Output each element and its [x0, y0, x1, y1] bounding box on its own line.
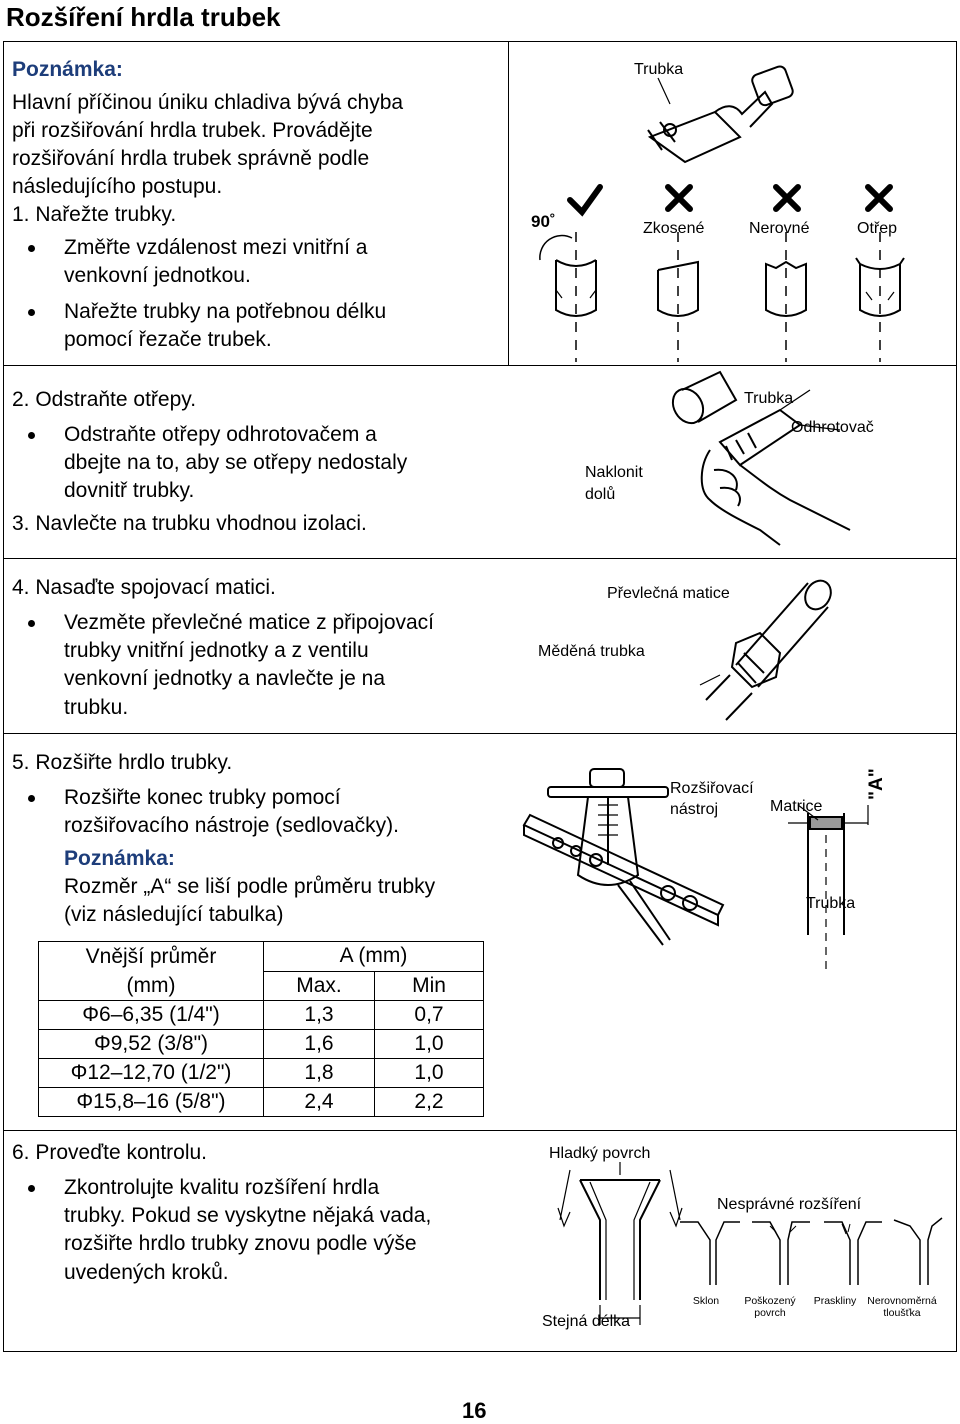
label-cracks: Praskliny: [813, 1295, 857, 1307]
table-cell-min: 1,0: [375, 1059, 484, 1088]
note-heading: Poznámka:: [64, 847, 175, 870]
bullet-text: rozšiřte hrdlo trubky znovu podle výše: [64, 1232, 417, 1256]
bullet-text: Nařežte trubky na potřebnou délku: [64, 300, 387, 323]
label-tilt-line: dolů: [585, 486, 616, 503]
table-cell-max: 1,6: [264, 1030, 375, 1059]
bullet-text: Rozšiřte konec trubky pomocí: [64, 786, 341, 809]
table-cell-min: 1,0: [375, 1030, 484, 1059]
bullet-text: Odstraňte otřepy odhrotovačem a: [64, 423, 377, 446]
bullet-item: [28, 609, 508, 722]
bullet-text: pomocí řezače trubek.: [64, 328, 272, 352]
label-tilt: [585, 462, 643, 506]
bullet-item: [28, 234, 488, 290]
note-heading: Poznámka:: [12, 58, 123, 81]
label-uneven: Nerovné: [749, 220, 810, 237]
header-line: (mm): [126, 974, 176, 997]
bullet-text: dovnitř trubky.: [64, 479, 195, 503]
divider: [3, 1130, 957, 1131]
label-tilt: Sklon: [692, 1295, 720, 1307]
bullet-text: Zkontrolujte kvalitu rozšíření hrdla: [64, 1176, 380, 1199]
header-line: Vnější průměr: [85, 945, 217, 968]
bullet-item: [28, 298, 488, 354]
step-heading: 5. Rozšiřte hrdlo trubky.: [12, 751, 233, 774]
step-heading: 4. Nasaďte spojovací matici.: [12, 576, 276, 599]
label-tube: Trubka: [634, 61, 684, 78]
bullet-text: venkovní jednotky a navlečte je na: [64, 667, 386, 691]
table-cell-max: 2,4: [264, 1088, 375, 1117]
table-cell-diameter: Φ15,8–16 (5/8"): [39, 1088, 264, 1117]
divider-vertical: [508, 41, 509, 365]
label-uneven-thickness-line: tloušťka: [883, 1307, 921, 1319]
note-line: Rozměr „A“ se liší podle průměru trubky: [64, 875, 436, 898]
divider: [3, 733, 957, 734]
label-deburrer: Odhrotovač: [791, 419, 874, 436]
bullet-text: Vezměte převlečné matice z připojovací: [64, 611, 435, 634]
label-angle: 90˚: [531, 212, 556, 231]
step-heading: 2. Odstraňte otřepy.: [12, 388, 197, 411]
table-cell-max: 1,3: [264, 1001, 375, 1030]
bullet-item: [28, 421, 508, 506]
table-row: [39, 1059, 484, 1088]
flare-dimension-table: [38, 941, 484, 1117]
table-header-max: Max.: [264, 971, 375, 1001]
table-cell-min: 0,7: [375, 1001, 484, 1030]
label-tool-line: Rozšiřovací: [670, 780, 754, 797]
label-die: Matrice: [770, 798, 823, 815]
table-header-diameter: [39, 942, 264, 1001]
table-cell-diameter: Φ6–6,35 (1/4"): [39, 1001, 264, 1030]
bullet-text: trubku.: [64, 695, 129, 719]
divider: [3, 365, 957, 366]
bullet-text: Změřte vzdálenost mezi vnitřní a: [64, 236, 368, 259]
label-burr: Otřep: [857, 220, 898, 237]
label-tool-line: nástroj: [670, 801, 719, 818]
table-row: [39, 1088, 484, 1117]
step-heading: 6. Proveďte kontrolu.: [12, 1141, 208, 1164]
page-title: Rozšíření hrdla trubek: [6, 2, 281, 32]
note-line: (viz následující tabulka): [64, 903, 284, 926]
bullet-item: [28, 1174, 508, 1287]
bullet-dot: [28, 432, 35, 439]
step-heading: 1. Nařežte trubky.: [12, 203, 177, 226]
pipe-cutting-figure: [510, 42, 956, 364]
label-incorrect: Nesprávné rozšíření: [717, 1196, 862, 1213]
table-row: [39, 1030, 484, 1059]
bullet-text: uvedených kroků.: [64, 1260, 229, 1284]
bullet-text: dbejte na to, aby se otřepy nedostaly: [64, 451, 408, 475]
bullet-text: trubky vnitřní jednotky a z ventilu: [64, 639, 369, 663]
label-tube: Trubka: [806, 895, 856, 912]
bullet-text: venkovní jednotkou.: [64, 264, 251, 288]
label-a: "A": [866, 768, 887, 800]
table-header-a: A (mm): [264, 942, 484, 972]
note-line: rozšiřování hrdla trubek správně podle: [12, 147, 370, 170]
table-cell-min: 2,2: [375, 1088, 484, 1117]
bullet-dot: [28, 1185, 35, 1192]
label-smooth: Hladký povrch: [549, 1145, 651, 1162]
table-cell-diameter: Φ12–12,70 (1/2"): [39, 1059, 264, 1088]
page-number: 16: [462, 1398, 487, 1423]
label-uneven-thickness: [866, 1295, 938, 1319]
table-cell-max: 1,8: [264, 1059, 375, 1088]
note-line: následujícího postupu.: [12, 175, 223, 198]
bullet-text: trubky. Pokud se vyskytne nějaká vada,: [64, 1204, 432, 1228]
table-cell-diameter: Φ9,52 (3/8"): [39, 1030, 264, 1059]
divider: [3, 558, 957, 559]
label-uneven-thickness-line: Nerovnoměrná: [867, 1295, 937, 1307]
label-damaged-line: povrch: [754, 1307, 786, 1319]
label-tilt-line: Naklonit: [585, 464, 643, 481]
bullet-dot: [28, 795, 35, 802]
label-damaged-line: Poškozený: [744, 1295, 796, 1307]
table-row: [39, 1001, 484, 1030]
bullet-item: [28, 784, 508, 840]
bullet-dot: [28, 245, 35, 252]
note-line: Hlavní příčinou úniku chladiva bývá chyba: [12, 91, 404, 114]
label-tool: [670, 778, 754, 820]
label-tube: Trubka: [744, 390, 794, 407]
note-line: při rozšiřování hrdla trubek. Provádějte: [12, 119, 373, 142]
bullet-dot: [28, 620, 35, 627]
step-heading: 3. Navlečte na trubku vhodnou izolaci.: [12, 512, 367, 535]
label-copper: Měděná trubka: [538, 643, 645, 660]
bullet-dot: [28, 309, 35, 316]
label-slanted: Zkosené: [643, 220, 705, 237]
label-same-length: Stejná délka: [542, 1313, 631, 1330]
label-nut: Převlečná matice: [607, 585, 730, 602]
bullet-text: rozšiřovacího nástroje (sedlovačky).: [64, 814, 399, 838]
table-header-row: [39, 942, 484, 972]
table-header-min: Min: [375, 971, 484, 1001]
label-damaged: [742, 1295, 798, 1319]
